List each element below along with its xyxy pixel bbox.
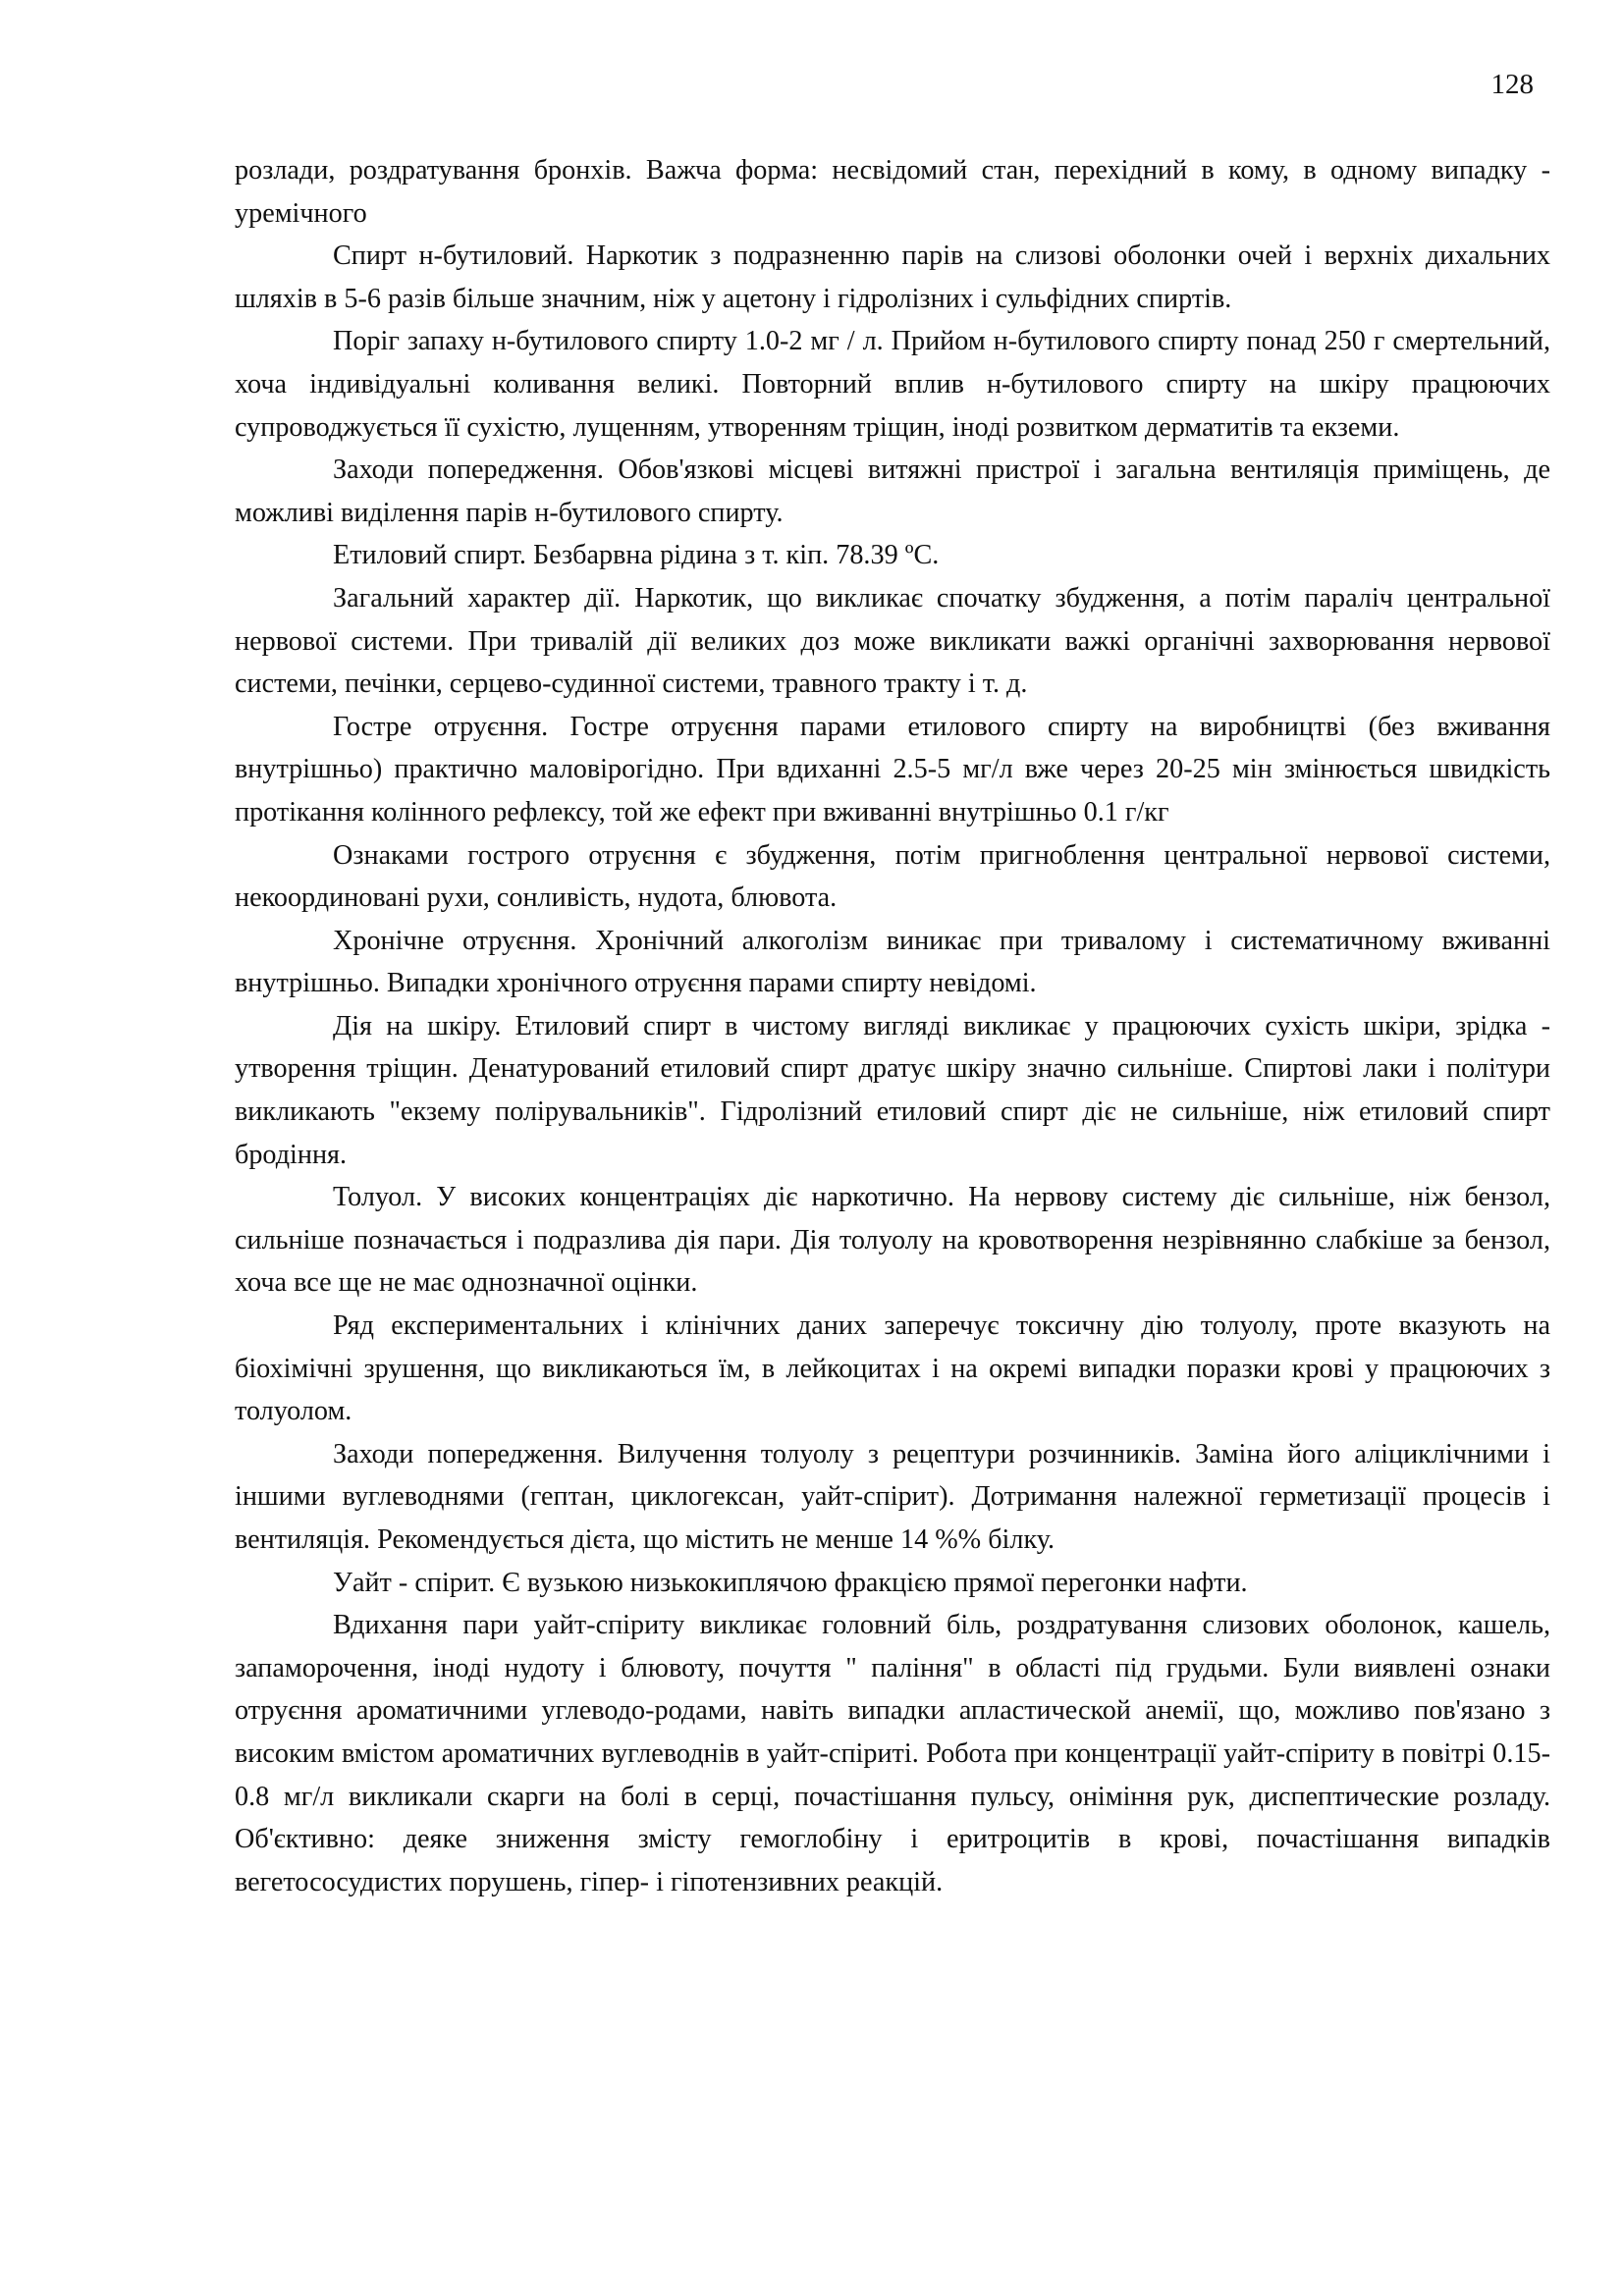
paragraph-continued: розлади, роздратування бронхів. Важча форма: несвідомий стан, перехідний в кому, в одному випадку - уремічного (235, 155, 1550, 229)
paragraph-ethanol-general-action: Загальний характер дії. Наркотик, що викликає спочатку збудження, а потім параліч центральної нервової системи. При тривалій дії великих доз може викликати важкі органічні захворювання нервової системи, печінки, серцево-судинної системи, травного тракту і т. д. (235, 582, 1550, 700)
paragraph-ethanol: Етиловий спирт. Безбарвна рідина з т. кіп. 78.39 ºС. (333, 540, 940, 571)
paragraph-ethanol-chronic-poisoning: Хронічне отруєння. Хронічний алкоголізм виникає при тривалому і систематичному вживанні внутрішньо. Випадки хронічного отруєння парами спирту невідомі. (235, 925, 1550, 999)
paragraph-toluene: Толуол. У високих концентраціях діє наркотично. На нервову систему діє сильніше, ніж бензол, сильніше позначається і подразлива дія пари. Дія толуолу на кровотворення незрівнянно слабкіше за бензол, хоча все ще не має однозначної оцінки. (235, 1182, 1550, 1299)
paragraph-white-spirit: Уайт - спірит. Є вузькою низькокиплячою фракцією прямої перегонки нафти. (333, 1567, 1248, 1598)
paragraph-ethanol-skin-action: Дія на шкіру. Етиловий спирт в чистому вигляді викликає у працюючих сухість шкіри, зрідка - утворення тріщин. Денатурований етиловий спирт дратує шкіру значно сильніше. Спиртові лаки і політури викликають "екзему полірувальників". Гідролізний етиловий спирт діє не сильніше, ніж етиловий спирт бродіння. (235, 1010, 1550, 1170)
paragraph-white-spirit-inhalation: Вдихання пари уайт-спіриту викликає головний біль, роздратування слизових оболонок, кашель, запаморочення, іноді нудоту і блювоту, почуття " паління" в області під грудьми. Були виявлені ознаки отруєння ароматичними углеводо-родами, навіть випадки апластической анемії, що, можливо пов'язано з високим вмістом ароматичних вуглеводнів в уайт-спіриті. Робота при концентрації уайт-спіриту в повітрі 0.15-0.8 мг/л викликали скарги на болі в серці, почастішання пульсу, оніміння рук, диспептические розладу. Об'єктивно: деяке зниження змісту гемоглобіну і еритроцитів в крові, почастішання випадків вегетососудистих порушень, гіпер- і гіпотензивних реакцій. (235, 1610, 1550, 1897)
paragraph-butanol: Спирт н-бутиловий. Наркотик з подразненню парів на слизові оболонки очей і верхніх дихальних шляхів в 5-6 разів більше значним, ніж у ацетону і гідролізних і сульфідних спиртів. (235, 240, 1550, 314)
page-body (235, 149, 1550, 1903)
paragraph-toluene-prevention: Заходи попередження. Вилучення толуолу з рецептури розчинників. Заміна його аліциклічними і іншими вуглеводнями (гептан, циклогексан, уайт-спірит). Дотримання належної герметизації процесів і вентиляція. Рекомендується дієта, що містить не менше 14 %% білку. (235, 1438, 1550, 1555)
page-number: 128 (1490, 69, 1534, 100)
paragraph-butanol-prevention: Заходи попередження. Обов'язкові місцеві витяжні пристрої і загальна вентиляція приміщень, де можливі виділення парів н-бутилового спирту. (235, 454, 1550, 528)
paragraph-ethanol-acute-poisoning: Гостре отруєння. Гостре отруєння парами етилового спирту на виробництві (без вживання внутрішньо) практично маловірогідно. При вдиханні 2.5-5 мг/л вже через 20-25 мін змінюється швидкість протікання колінного рефлексу, той же ефект при вживанні внутрішньо 0.1 г/кг (235, 711, 1550, 828)
paragraph-toluene-data: Ряд експериментальних і клінічних даних заперечує токсичну дію толуолу, проте вказують на біохімічні зрушення, що викликаються їм, в лейкоцитах і на окремі випадки поразки крові у працюючих з толуолом. (235, 1310, 1550, 1427)
paragraph-ethanol-acute-signs: Ознаками гострого отруєння є збудження, потім пригноблення центральної нервової системи, некоординовані рухи, сонливість, нудота, блювота. (235, 839, 1550, 914)
paragraph-butanol-threshold: Поріг запаху н-бутилового спирту 1.0-2 мг / л. Прийом н-бутилового спирту понад 250 г смертельний, хоча індивідуальні коливання великі. Повторний вплив н-бутилового спирту на шкіру працюючих супроводжується її сухістю, лущенням, утворенням тріщин, іноді розвитком дерматитів та екземи. (235, 326, 1550, 443)
